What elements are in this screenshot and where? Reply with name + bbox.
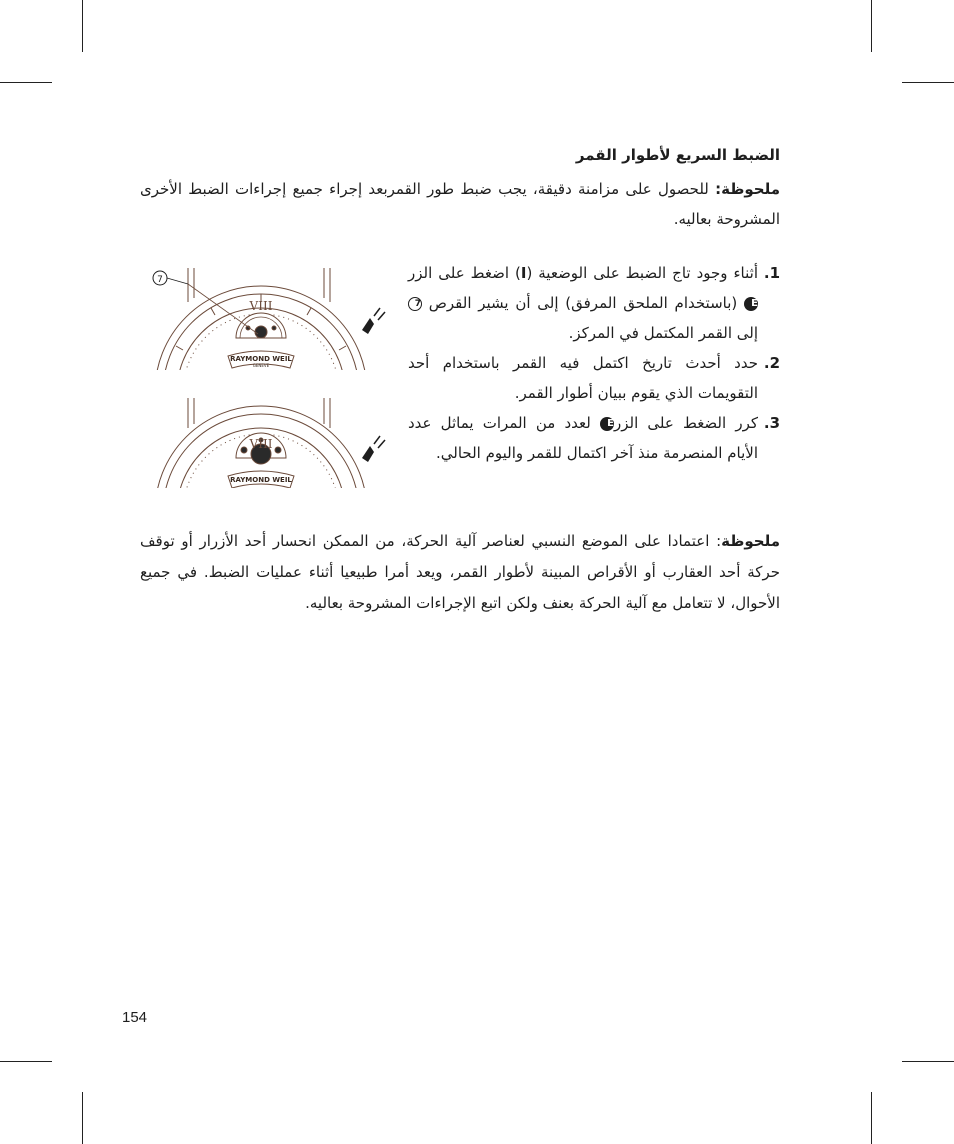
press-indicator-icon	[362, 308, 385, 334]
crop-mark	[871, 1092, 872, 1144]
svg-text:7: 7	[157, 275, 163, 285]
note-label: ملحوظة	[721, 532, 780, 550]
svg-text:VIII: VIII	[249, 437, 273, 451]
watch-illustration-top	[148, 262, 388, 372]
step-item	[408, 408, 780, 468]
button-e-marker-icon: E	[744, 297, 758, 311]
svg-text:VIII: VIII	[249, 299, 273, 313]
svg-text:GENEVE: GENEVE	[252, 363, 270, 368]
crop-mark	[871, 0, 872, 52]
step-item	[408, 348, 780, 408]
step-text: كرر الضغط على الزرE لعدد من المرات يماثل عدد الأيام المنصرمة منذ آخر اكتمال للقمر واليوم الحالي.	[408, 414, 758, 462]
crop-mark	[0, 82, 52, 83]
section-title: الضبط السريع لأطوار القمر	[575, 146, 780, 164]
note-text: : اعتمادا على الموضع النسبي لعناصر آلية الحركة، من الممكن انحسار أحد الأزرار أو توقف حركة أحد العقارب أو الأقراص المبينة لأطوار القمر، ويعد أمرا طبيعيا أثناء عمليات الضبط. في جميع الأحوال، لا تتعامل مع آلية الحركة بعنف ولكن اتبع الإجراءات المشروحة بعاليه.	[140, 532, 780, 612]
step-item	[408, 258, 780, 348]
crop-mark	[902, 82, 954, 83]
svg-text:RAYMOND WEIL: RAYMOND WEIL	[230, 476, 292, 484]
step-text: أثناء وجود تاج الضبط على الوضعية (I) اضغط على الزر E (باستخدام الملحق المرفق) إلى أن يشير القرص 7 إلى القمر المكتمل في المركز.	[408, 264, 758, 342]
page-number: 154	[122, 1009, 148, 1026]
note-text: للحصول على مزامنة دقيقة، يجب ضبط طور القمربعد إجراء جميع إجراءات الضبط الأخرى المشروحة بعاليه.	[140, 180, 780, 228]
step-text: حدد أحدث تاريخ اكتمل فيه القمر باستخدام أحد التقويمات الذي يقوم ببيان أطوار القمر.	[408, 354, 758, 402]
press-indicator-icon	[362, 436, 385, 462]
crop-mark	[0, 1061, 52, 1062]
note-paragraph	[140, 174, 780, 234]
button-e-marker-icon: E	[600, 417, 614, 431]
step-number: 1.	[763, 264, 780, 282]
note-label: ملحوظة:	[715, 180, 780, 198]
crop-mark	[82, 0, 83, 52]
crop-mark	[902, 1061, 954, 1062]
disc-7-marker-icon: 7	[408, 297, 422, 311]
watch-illustration-bottom	[148, 392, 388, 492]
svg-text:RAYMOND WEIL: RAYMOND WEIL	[230, 355, 292, 363]
crop-mark	[82, 1092, 83, 1144]
step-number: 3.	[763, 414, 780, 432]
note-paragraph-2	[140, 526, 780, 619]
steps-list	[408, 258, 780, 468]
step-number: 2.	[763, 354, 780, 372]
